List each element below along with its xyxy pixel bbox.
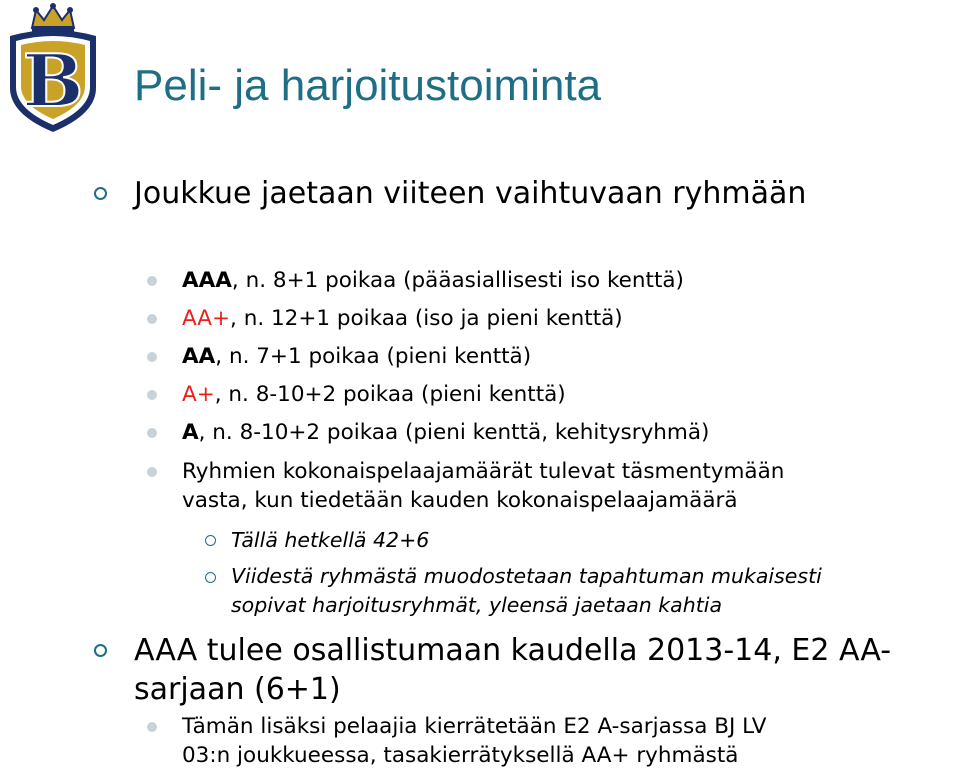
circle-bullet-icon (205, 535, 216, 546)
group-a (182, 419, 709, 447)
circle-bullet-icon (205, 572, 216, 583)
group-desc: , n. 7+1 poikaa (pieni kenttä) (215, 344, 532, 369)
logo-letter: B (22, 38, 84, 123)
group-code: A (182, 420, 199, 445)
main-point-2-line-2: sarjaan (6+1) (134, 672, 341, 707)
sub-point-line-2: sopivat harjoitusryhmät, yleensä jaetaan kahtia (231, 593, 723, 617)
circle-bullet-icon (94, 187, 107, 200)
group-aaa (182, 267, 684, 295)
main-point: Joukkue jaetaan viiteen vaihtuvaan ryhmään (134, 176, 807, 211)
group-a-plus (182, 381, 566, 409)
group-desc: , n. 12+1 poikaa (iso ja pieni kenttä) (230, 306, 623, 331)
main-point-2-line-1: AAA tulee osallistumaan kaudella 2013-14, E2 AA- (134, 633, 892, 668)
dot-bullet-icon (147, 314, 157, 324)
dot-bullet-icon (147, 390, 157, 400)
group-aa-plus (182, 305, 623, 333)
dot-bullet-icon (147, 352, 157, 362)
sub-point-count: Tällä hetkellä 42+6 (231, 528, 430, 552)
club-logo (2, 2, 104, 134)
group-code: AA (182, 344, 216, 369)
slide-title: Peli- ja harjoitustoiminta (134, 61, 602, 110)
note-line-1: Ryhmien kokonaispelaajamäärät tulevat täsmentymään (182, 459, 785, 484)
sub-point-line-1: Viidestä ryhmästä muodostetaan tapahtuman mukaisesti (231, 564, 822, 588)
group-desc: , n. 8-10+2 poikaa (pieni kenttä) (214, 382, 566, 407)
dot-bullet-icon (147, 722, 157, 732)
group-code: AAA (182, 268, 232, 293)
group-desc: , n. 8+1 poikaa (pääasiallisesti iso kenttä) (231, 268, 684, 293)
dot-bullet-icon (147, 428, 157, 438)
group-code: AA+ (182, 306, 231, 331)
group-aa (182, 343, 531, 371)
group-desc: , n. 8-10+2 poikaa (pieni kenttä, kehitysryhmä) (198, 420, 710, 445)
circle-bullet-icon (94, 644, 107, 657)
note-line-2: vasta, kun tiedetään kauden kokonaispelaajamäärä (182, 488, 738, 513)
dot-bullet-icon (147, 276, 157, 286)
dot-bullet-icon (147, 467, 157, 477)
last-point-line-1: Tämän lisäksi pelaajia kierrätetään E2 A-sarjassa BJ LV (182, 714, 767, 739)
last-point-line-2: 03:n joukkueessa, tasakierrätyksellä AA+ ryhmästä (182, 743, 739, 768)
crown-icon (32, 3, 74, 32)
group-code: A+ (182, 382, 215, 407)
